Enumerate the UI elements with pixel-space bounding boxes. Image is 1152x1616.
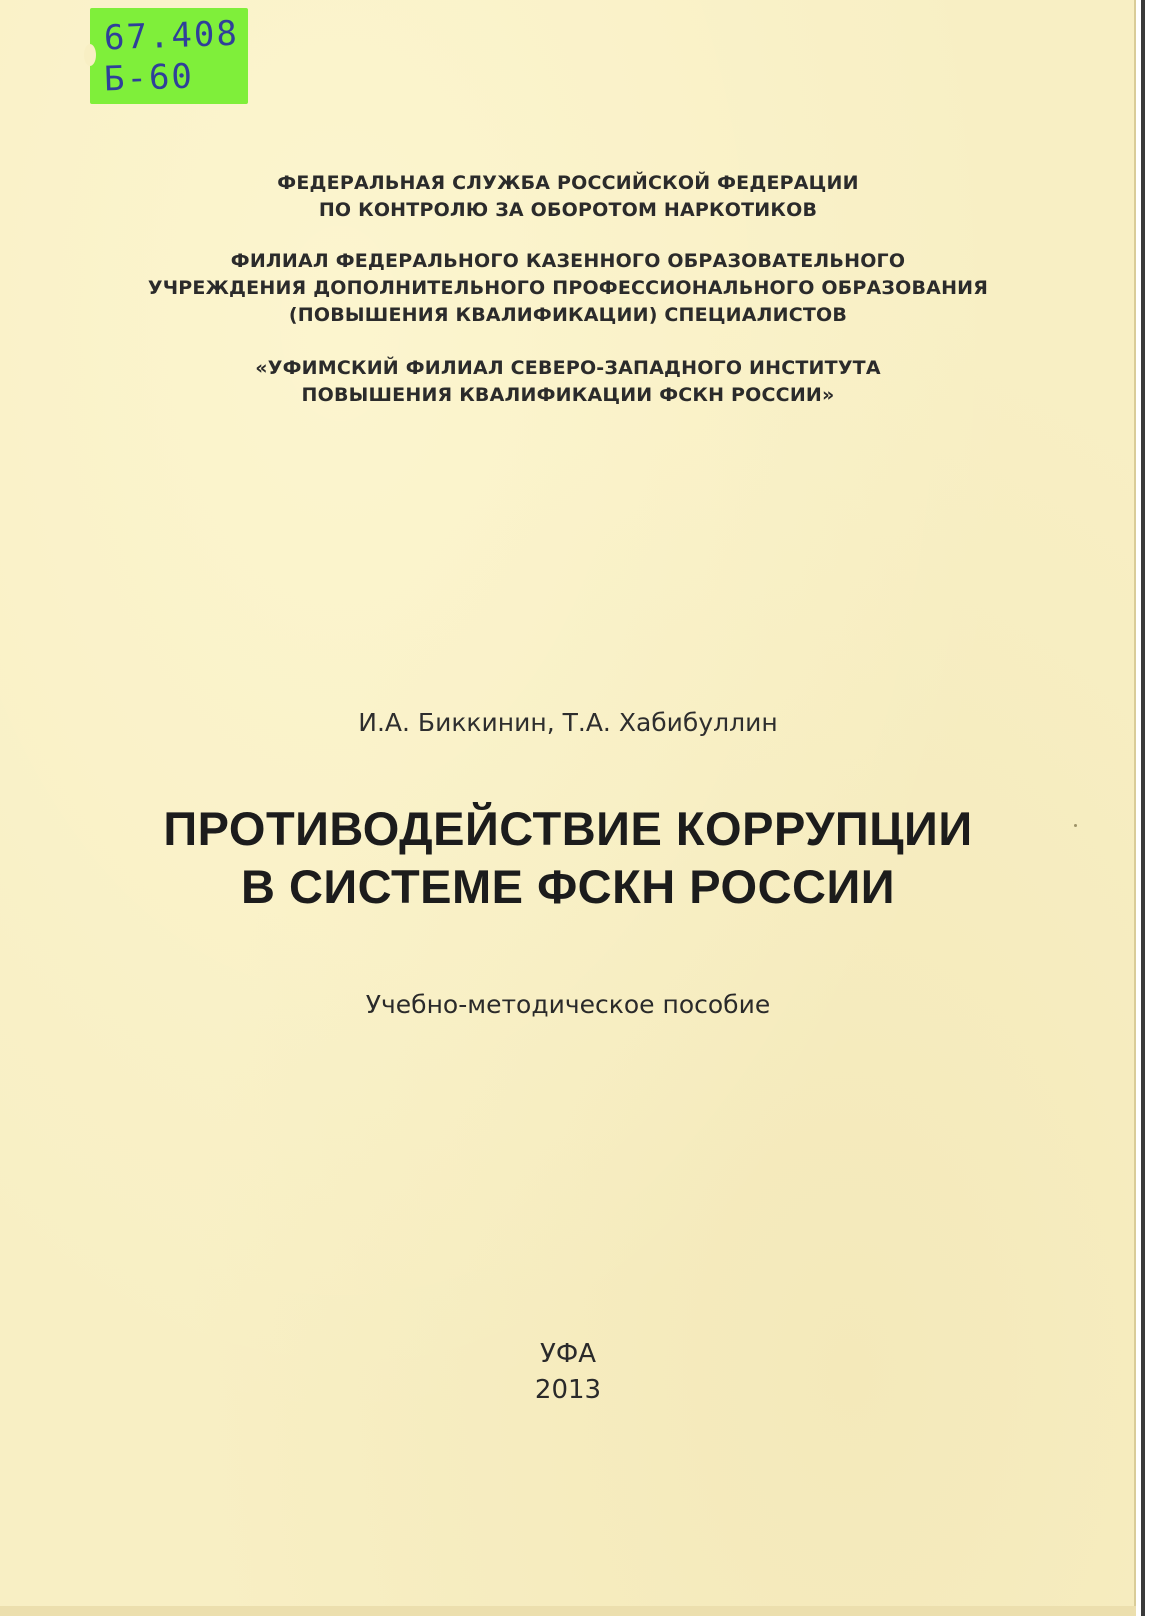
org2-line-3: (ПОВЫШЕНИЯ КВАЛИФИКАЦИИ) СПЕЦИАЛИСТОВ bbox=[288, 304, 848, 326]
authors: И.А. Биккинин, Т.А. Хабибуллин bbox=[358, 708, 778, 737]
book-title bbox=[0, 800, 1136, 916]
org1-line-2: ПО КОНТРОЛЮ ЗА ОБОРОТОМ НАРКОТИКОВ bbox=[318, 199, 818, 221]
publisher-organization bbox=[0, 170, 1136, 224]
org1-line-1: ФЕДЕРАЛЬНАЯ СЛУЖБА РОССИЙСКОЙ ФЕДЕРАЦИИ bbox=[277, 172, 859, 194]
imprint-year: 2013 bbox=[534, 1375, 602, 1405]
paper-speck bbox=[1074, 824, 1077, 827]
book-subtitle: Учебно-методическое пособие bbox=[365, 990, 771, 1019]
library-call-number-sticker bbox=[90, 8, 248, 104]
imprint-city: УФА bbox=[539, 1339, 596, 1369]
imprint bbox=[0, 1336, 1136, 1408]
sticker-notch bbox=[84, 44, 96, 66]
cover-bottom-edge bbox=[0, 1606, 1136, 1616]
org2-line-1: ФИЛИАЛ ФЕДЕРАЛЬНОГО КАЗЕННОГО ОБРАЗОВАТЕЛЬНОГО bbox=[230, 250, 906, 272]
book-spine-edge bbox=[1141, 0, 1145, 1616]
call-number-line-2: Б-60 bbox=[103, 56, 195, 100]
org2-line-2: УЧРЕЖДЕНИЯ ДОПОЛНИТЕЛЬНОГО ПРОФЕССИОНАЛЬНОГО ОБРАЗОВАНИЯ bbox=[147, 277, 989, 299]
call-number-line-1: 67.408 bbox=[103, 13, 240, 59]
branch-institution bbox=[0, 248, 1136, 329]
title-line-1: ПРОТИВОДЕЙСТВИЕ КОРРУПЦИИ bbox=[163, 802, 973, 855]
branch-name bbox=[0, 355, 1136, 409]
title-line-2: В СИСТЕМЕ ФСКН РОССИИ bbox=[240, 860, 896, 913]
org3-line-2: ПОВЫШЕНИЯ КВАЛИФИКАЦИИ ФСКН РОССИИ» bbox=[301, 384, 835, 406]
org3-line-1: «УФИМСКИЙ ФИЛИАЛ СЕВЕРО-ЗАПАДНОГО ИНСТИТУТА bbox=[255, 357, 881, 379]
